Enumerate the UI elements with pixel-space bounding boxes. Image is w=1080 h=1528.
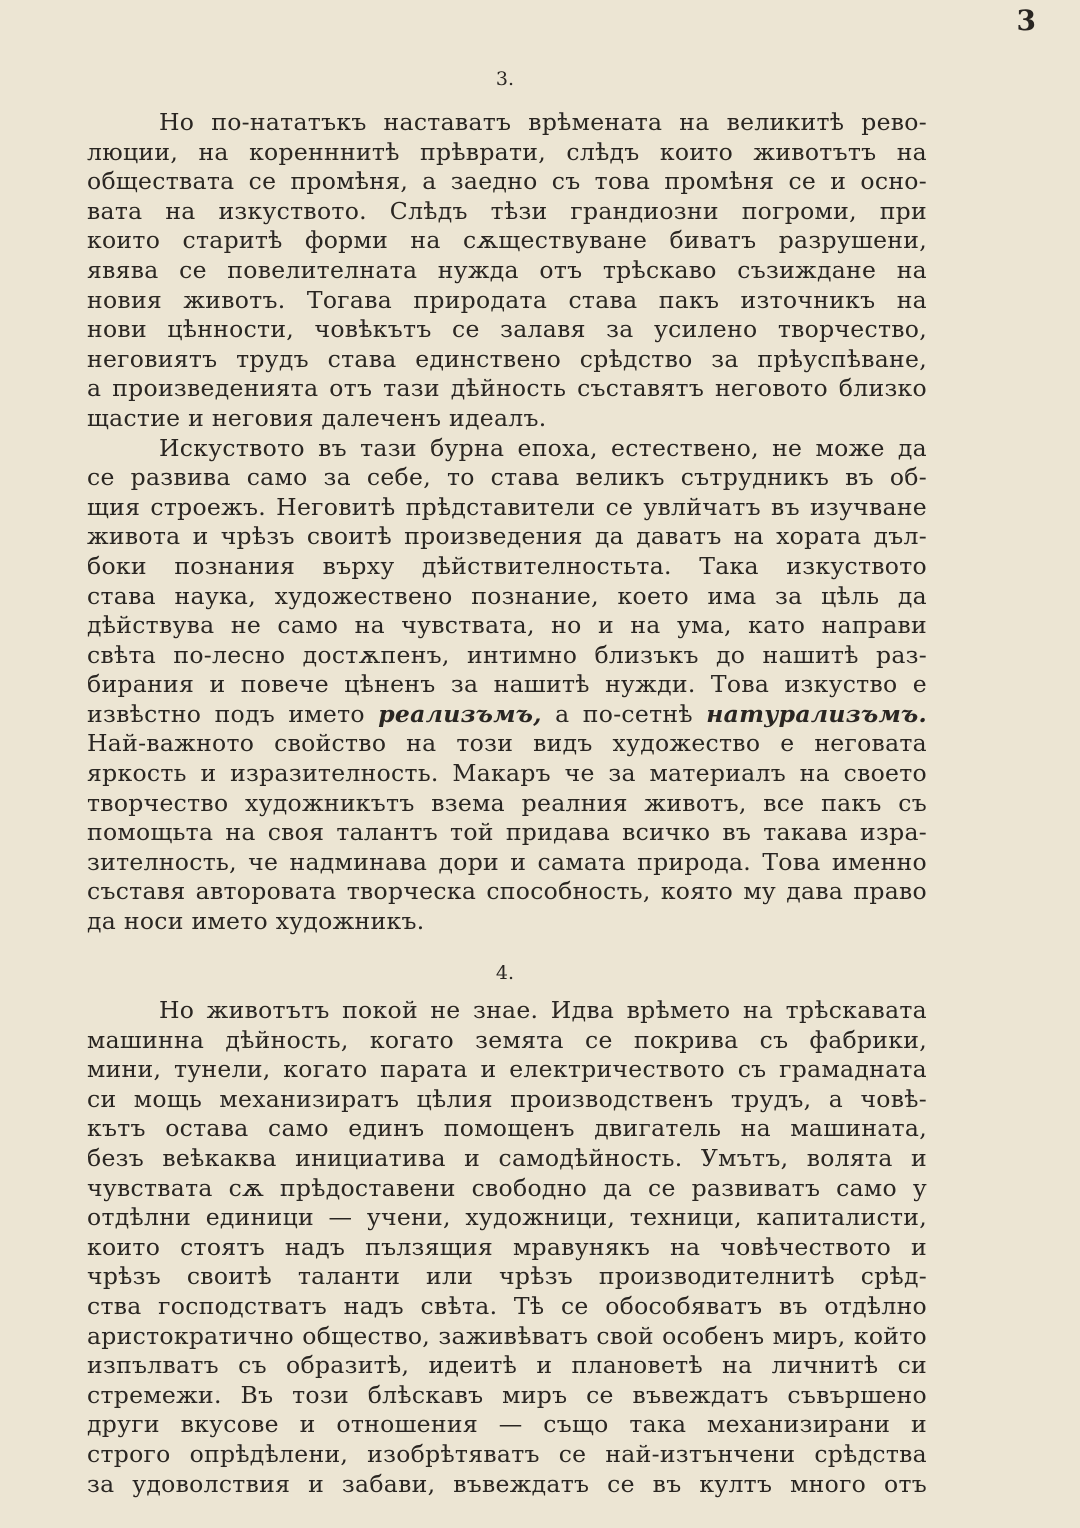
text-line: мини, тунели, когато парата и електричеството съ грамадната bbox=[87, 1055, 927, 1084]
text-line: а произведенията отъ тази дѣйность съставятъ неговото близко bbox=[87, 374, 927, 403]
text-line: машинна дѣйность, когато земята се покрива съ фабрики, bbox=[87, 1025, 927, 1054]
text-line: които старитѣ форми на сѫществуване биватъ разрушени, bbox=[87, 226, 927, 255]
term-naturalism: натурализъмъ. bbox=[706, 699, 928, 728]
text-line: други вкусове и отношения — също така механизирани и bbox=[87, 1410, 927, 1439]
text-line: люции, на коренннитѣ прѣврати, слѣдъ които животътъ на bbox=[87, 137, 927, 166]
text-line: става наука, художествено познание, което има за цѣль да bbox=[87, 581, 927, 610]
text-line: творчество художникътъ взема реалния животъ, все пакъ съ bbox=[87, 788, 927, 817]
section-4-text bbox=[87, 996, 927, 1499]
text-line: аристократично общество, заживѣватъ свой особенъ миръ, който bbox=[87, 1321, 927, 1350]
text-line: обществата се промѣня, а заедно съ това промѣня се и осно- bbox=[87, 167, 927, 196]
text-line: се развива само за себе, то става великъ сътрудникъ въ об- bbox=[87, 463, 927, 492]
text-line: чувствата сѫ прѣдоставени свободно да се развиватъ само у bbox=[87, 1173, 927, 1202]
text-line: Най-важното свойство на този видъ художество е неговата bbox=[87, 729, 927, 758]
realism-line bbox=[87, 700, 927, 730]
text-line: неговиятъ трудъ става единствено срѣдство за прѣуспѣване, bbox=[87, 344, 927, 373]
text-line: чрѣзъ своитѣ таланти или чрѣзъ производителнитѣ срѣд- bbox=[87, 1262, 927, 1291]
text-line: бирания и повече цѣненъ за нашитѣ нужди. Това изкуство е bbox=[87, 670, 927, 699]
text-line: Искуството въ тази бурна епоха, естествено, не може да bbox=[159, 433, 927, 462]
term-realism: реализъмъ, bbox=[378, 699, 542, 728]
text-line: дѣйствува не само на чувствата, но и на ума, като направи bbox=[87, 611, 927, 640]
text-line: си мощь механизиратъ цѣлия производственъ трудъ, а човѣ- bbox=[87, 1084, 927, 1113]
text-line: за удоволствия и забави, въвеждатъ се въ култъ много отъ bbox=[87, 1469, 927, 1498]
text-line: Но животътъ покой не знае. Идва врѣмето на трѣскавата bbox=[159, 996, 927, 1024]
text-line: зителность, че надминава дори и самата природа. Това именно bbox=[87, 847, 927, 876]
text-fragment: а по-сетнѣ bbox=[555, 699, 693, 728]
text-line: живота и чрѣзъ своитѣ произведения да даватъ на хората дъл- bbox=[87, 522, 927, 551]
text-line: кътъ остава само единъ помощенъ двигатель на машината, bbox=[87, 1114, 927, 1143]
text-line: щия строежъ. Неговитѣ прѣдставители се увлйчатъ въ изучване bbox=[87, 492, 927, 521]
text-line: новия животъ. Тогава природата става пакъ източникъ на bbox=[87, 285, 927, 314]
text-line: свѣта по-лесно достѫпенъ, интимно близъкъ до нашитѣ раз- bbox=[87, 640, 927, 669]
section-heading-3: 3. bbox=[495, 68, 515, 90]
text-line: нови цѣнности, човѣкътъ се залавя за усилено творчество, bbox=[87, 315, 927, 344]
text-line: боки познания върху дѣйствителностьта. Така изкуството bbox=[87, 551, 927, 580]
text-line: съставя авторовата творческа способность, която му дава право bbox=[87, 877, 927, 906]
text-line: вата на изкуството. Слѣдъ тѣзи грандиозни погроми, при bbox=[87, 196, 927, 225]
text-line: да носи името художникъ. bbox=[87, 907, 425, 936]
text-line: отдѣлни единици — учени, художници, техници, капиталисти, bbox=[87, 1203, 927, 1232]
text-line: Но по-нататъкъ наставатъ врѣмената на великитѣ рево- bbox=[159, 108, 927, 136]
text-line: ства господстватъ надъ свѣта. Тѣ се обособяватъ въ отдѣлно bbox=[87, 1291, 927, 1320]
section-heading-4: 4. bbox=[495, 962, 515, 984]
page-number: 3 bbox=[1016, 4, 1036, 37]
text-fragment: извѣстно подъ името bbox=[87, 699, 365, 728]
text-line: строго опрѣдѣлени, изобрѣтяватъ се най-изтънчени срѣдства bbox=[87, 1439, 927, 1468]
text-line: явява се повелителната нужда отъ трѣскаво съзиждане на bbox=[87, 255, 927, 284]
text-line: яркость и изразителность. Макаръ че за материалъ на своето bbox=[87, 759, 927, 788]
text-line: помощьта на своя талантъ той придава всичко въ такава изра- bbox=[87, 818, 927, 847]
section-3-text bbox=[87, 108, 927, 937]
text-line: изпълватъ съ образитѣ, идеитѣ и плановетѣ на личнитѣ си bbox=[87, 1351, 927, 1380]
text-line: които стоятъ надъ пълзящия мравунякъ на човѣчеството и bbox=[87, 1232, 927, 1261]
text-line: щастие и неговия далеченъ идеалъ. bbox=[87, 403, 547, 432]
text-line: стремежи. Въ този блѣскавъ миръ се въвеждатъ съвършено bbox=[87, 1380, 927, 1409]
text-line: безъ веѣкаква инициатива и самодѣйность. Умътъ, волята и bbox=[87, 1143, 927, 1172]
